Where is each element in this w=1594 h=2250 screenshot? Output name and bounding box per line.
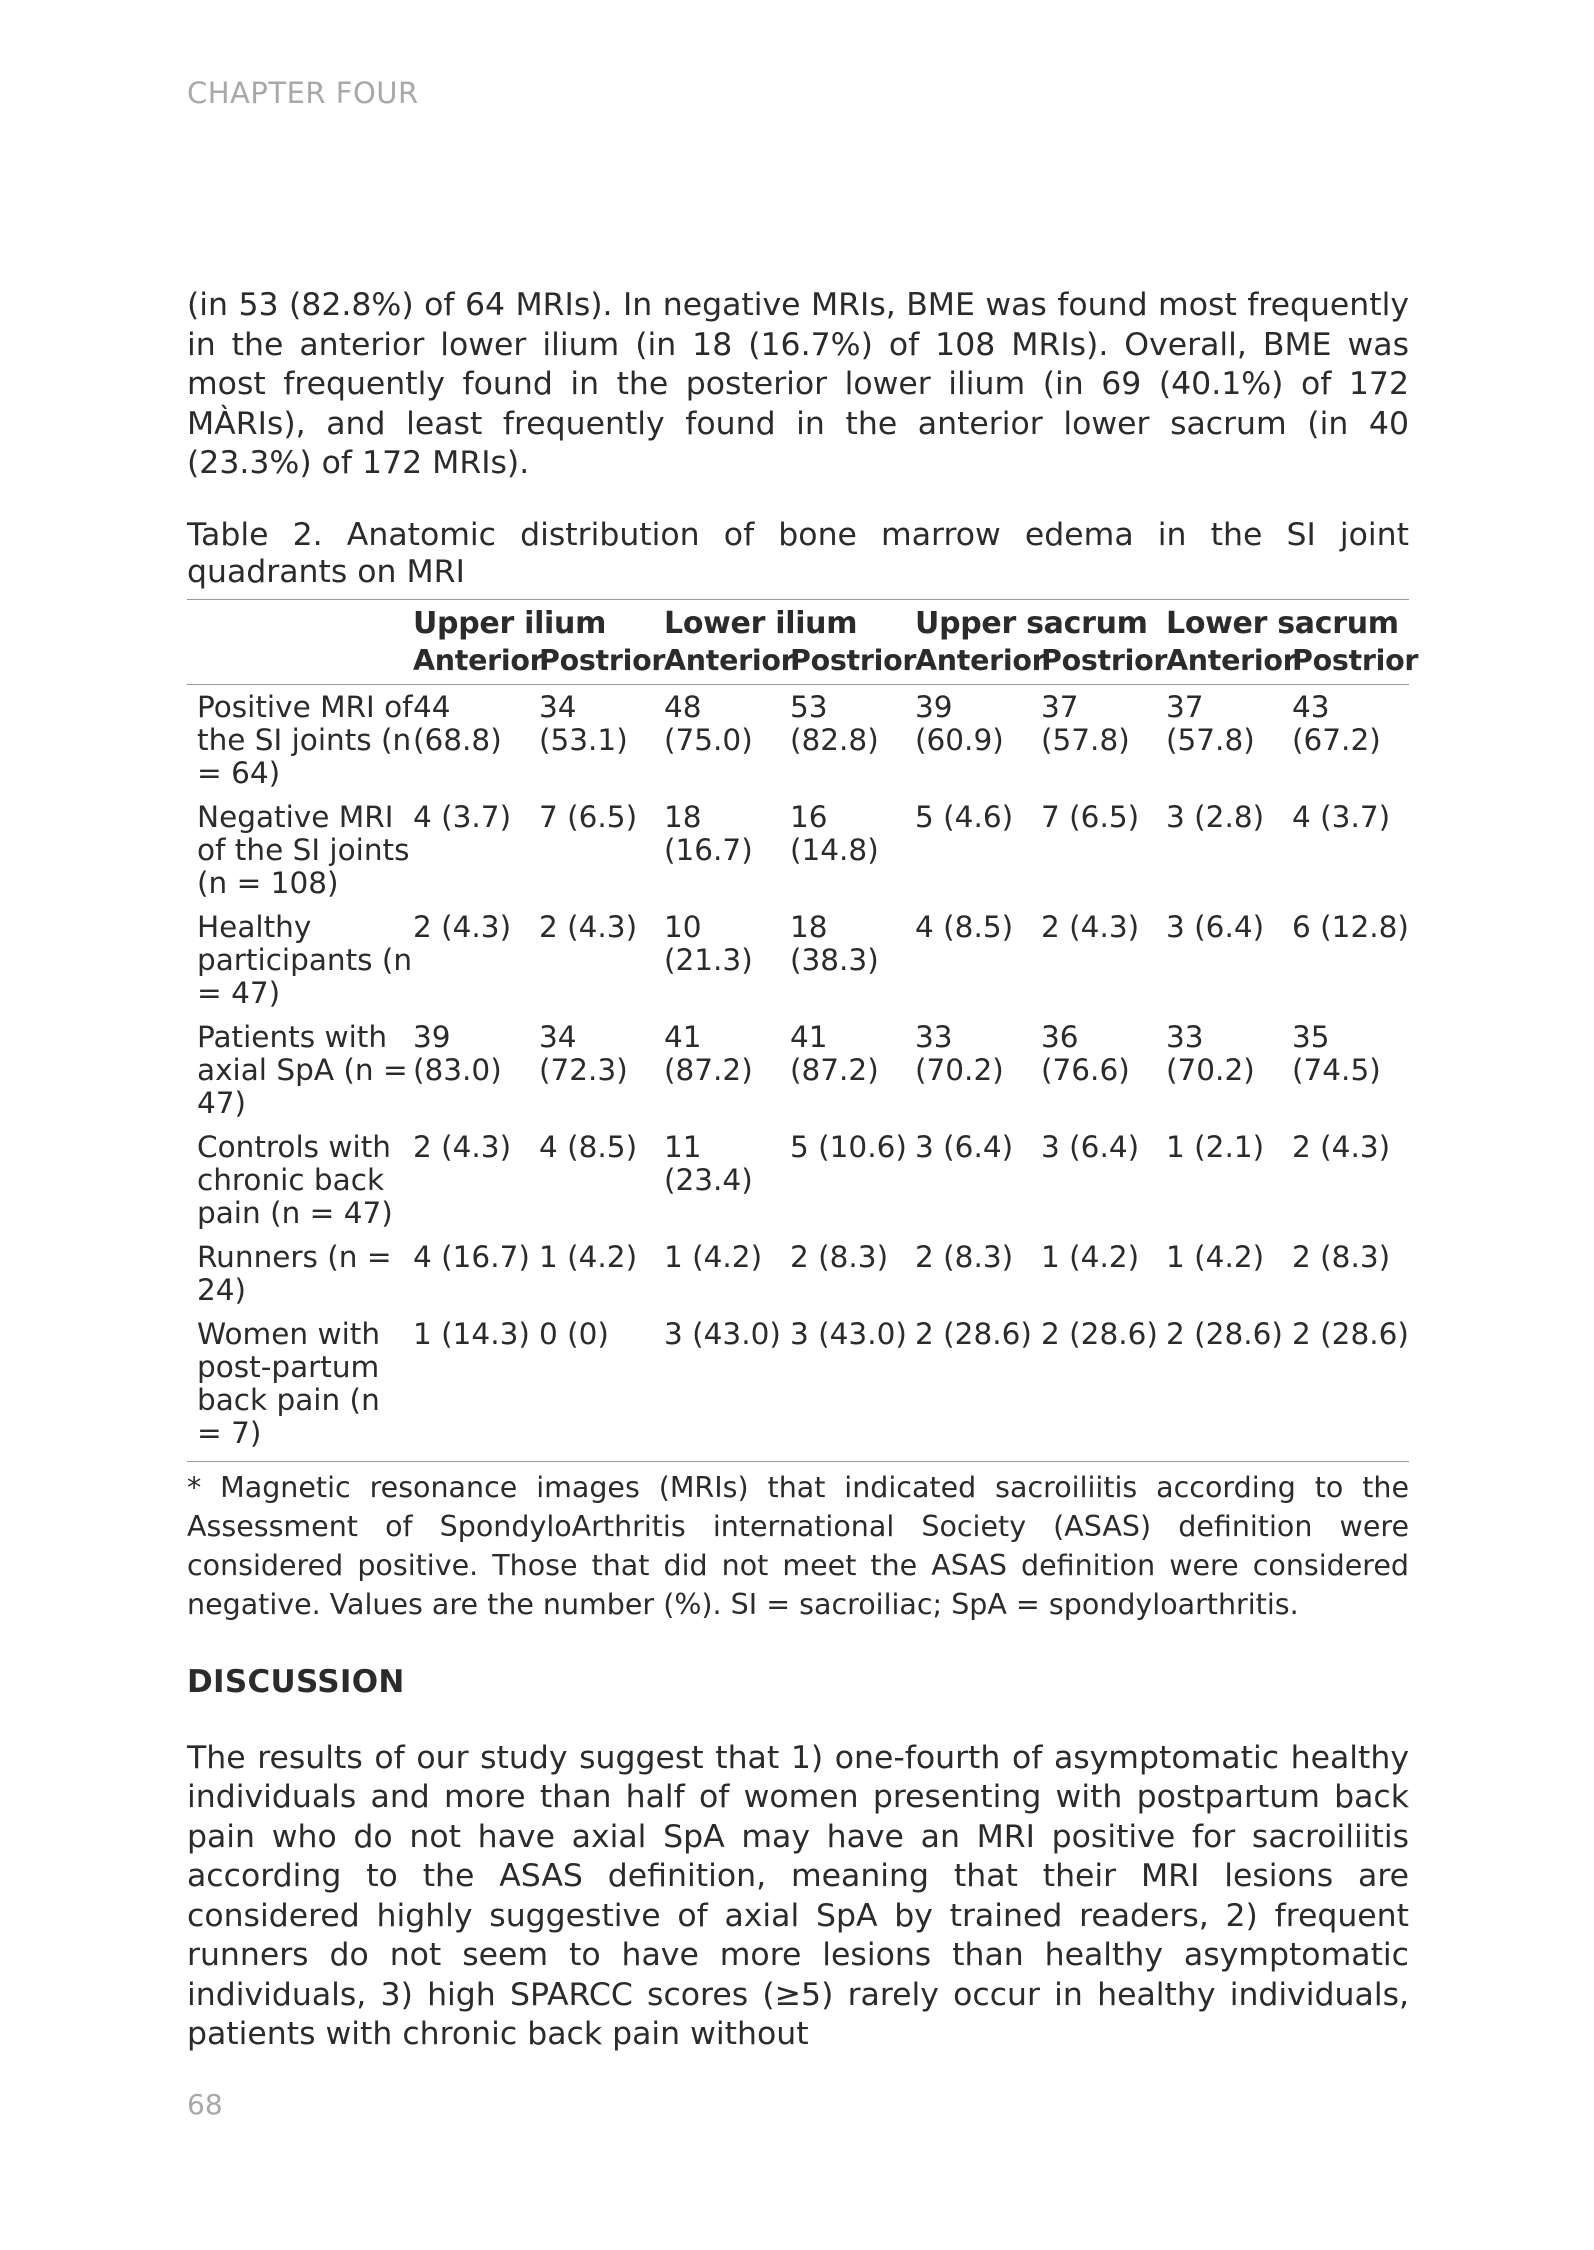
table-cell: 16 (14.8) <box>790 799 879 867</box>
table-cell: 53 (82.8) <box>790 689 879 757</box>
subheader: Postrior <box>790 644 915 685</box>
row-label: Patients with axial SpA (n = 47) <box>197 1019 408 1120</box>
table-cell: 33 (70.2) <box>915 1019 1004 1087</box>
table-cell: 48 (75.0) <box>664 689 753 757</box>
subheader: Postrior <box>1041 644 1166 685</box>
table-cell: 4 (8.5) <box>915 909 1014 944</box>
row-label: Healthy participants (n = 47) <box>197 909 413 1010</box>
table-cell: 41 (87.2) <box>790 1019 879 1087</box>
subheader: Anterior <box>915 644 1041 685</box>
page-number: 68 <box>187 2088 223 2121</box>
table-cell: 4 (8.5) <box>539 1129 638 1164</box>
table-cell: 5 (10.6) <box>790 1129 907 1164</box>
table-cell: 10 (21.3) <box>664 909 753 977</box>
table-cell: 3 (43.0) <box>790 1316 907 1351</box>
table-cell: 1 (4.2) <box>1041 1239 1140 1274</box>
row-label: Runners (n = 24) <box>197 1239 392 1307</box>
table-cell: 2 (28.6) <box>1166 1316 1283 1351</box>
table-row <box>187 911 1409 1021</box>
table-cell: 34 (72.3) <box>539 1019 628 1087</box>
table-subheader-row <box>187 644 1409 685</box>
table-cell: 3 (6.4) <box>915 1129 1014 1164</box>
table-cell: 7 (6.5) <box>1041 799 1140 834</box>
table-cell: 7 (6.5) <box>539 799 638 834</box>
table-cell: 37 (57.8) <box>1166 689 1255 757</box>
table-row <box>187 1318 1409 1462</box>
table-footnote: * Magnetic resonance images (MRIs) that indicated sacroiliitis according to the Assessment of SpondyloArthritis international Society (ASAS) definition were considered positive. Those that did not meet the ASAS definition were considered negative. Values are the number (%). SI = sacroiliac; SpA = spondyloarthritis. <box>187 1470 1409 1621</box>
table-corner-cell <box>187 644 413 685</box>
table-cell: 1 (4.2) <box>1166 1239 1265 1274</box>
subheader: Anterior <box>664 644 790 685</box>
subheader: Anterior <box>1166 644 1292 685</box>
table-cell: 3 (6.4) <box>1166 909 1265 944</box>
table-row <box>187 1241 1409 1318</box>
table-cell: 2 (28.6) <box>915 1316 1032 1351</box>
table-cell: 34 (53.1) <box>539 689 628 757</box>
group-header: Lower sacrum <box>1166 605 1399 641</box>
table-cell: 2 (8.3) <box>915 1239 1014 1274</box>
subheader: Postrior <box>1292 644 1409 685</box>
table-cell: 5 (4.6) <box>915 799 1014 834</box>
table-row <box>187 801 1409 911</box>
discussion-paragraph: The results of our study suggest that 1) one-fourth of asymptomatic healthy individuals and more than half of women presenting with postpartum back pain who do not have axial SpA may have an MRI positive for sacroiliitis according to the ASAS definition, meaning that their MRI lesions are considered highly suggestive of axial SpA by trained readers, 2) frequent runners do not seem to have more lesions than healthy asymptomatic individuals, 3) high SPARCC scores (≥5) rarely occur in healthy individuals, patients with chronic back pain without <box>187 1739 1409 2052</box>
table-cell: 43 (67.2) <box>1292 689 1381 757</box>
page-content <box>187 286 1419 2086</box>
table-cell: 11 (23.4) <box>664 1129 753 1197</box>
table-cell: 0 (0) <box>539 1316 609 1351</box>
row-label: Negative MRI of the SI joints (n = 108) <box>197 799 410 900</box>
table-cell: 2 (28.6) <box>1041 1316 1158 1351</box>
table-cell: 1 (2.1) <box>1166 1129 1265 1164</box>
table-cell: 33 (70.2) <box>1166 1019 1255 1087</box>
table-cell: 18 (38.3) <box>790 909 879 977</box>
table-cell: 2 (4.3) <box>1041 909 1140 944</box>
table-cell: 4 (16.7) <box>413 1239 530 1274</box>
table-cell: 2 (8.3) <box>790 1239 889 1274</box>
group-header: Lower ilium <box>664 605 858 641</box>
table-cell: 2 (28.6) <box>1292 1316 1409 1351</box>
table-cell: 4 (3.7) <box>1292 799 1391 834</box>
subheader: Postrior <box>539 644 664 685</box>
running-head: CHAPTER FOUR <box>187 76 419 110</box>
table-cell: 4 (3.7) <box>413 799 512 834</box>
table-caption: Table 2. Anatomic distribution of bone marrow edema in the SI joint quadrants on MRI <box>187 516 1409 590</box>
section-heading: DISCUSSION <box>187 1663 405 1700</box>
table-cell: 2 (8.3) <box>1292 1239 1391 1274</box>
bme-distribution-table <box>187 599 1419 1462</box>
group-header: Upper ilium <box>413 605 607 641</box>
table-row <box>187 1131 1409 1241</box>
row-label: Controls with chronic back pain (n = 47) <box>197 1129 393 1230</box>
table-cell: 39 (60.9) <box>915 689 1004 757</box>
table-cell: 37 (57.8) <box>1041 689 1130 757</box>
table-cell: 44 (68.8) <box>413 689 502 757</box>
table-cell: 3 (43.0) <box>664 1316 781 1351</box>
group-header: Upper sacrum <box>915 605 1148 641</box>
table-cell: 6 (12.8) <box>1292 909 1409 944</box>
table-group-header-row <box>187 599 1409 644</box>
table-cell: 1 (4.2) <box>539 1239 638 1274</box>
table-cell: 3 (6.4) <box>1041 1129 1140 1164</box>
table-cell: 3 (2.8) <box>1166 799 1265 834</box>
table-cell: 2 (4.3) <box>413 909 512 944</box>
table-cell: 36 (76.6) <box>1041 1019 1130 1087</box>
row-label: Positive MRI of the SI joints (n = 64) <box>197 689 413 790</box>
table-cell: 2 (4.3) <box>413 1129 512 1164</box>
table-cell: 1 (4.2) <box>664 1239 763 1274</box>
table-corner-cell <box>187 599 413 644</box>
intro-paragraph: (in 53 (82.8%) of 64 MRIs). In negative MRIs, BME was found most frequently in the anterior lower ilium (in 18 (16.7%) of 108 MRIs). Overall, BME was most frequently found in the posterior lower ilium (in 69 (40.1%) of 172 MÀRIs), and least frequently found in the anterior lower sacrum (in 40 (23.3%) of 172 MRIs). <box>187 287 1409 481</box>
table-cell: 35 (74.5) <box>1292 1019 1381 1087</box>
table-cell: 2 (4.3) <box>1292 1129 1391 1164</box>
table-cell: 41 (87.2) <box>664 1019 753 1087</box>
row-label: Women with post-partum back pain (n = 7) <box>197 1316 381 1450</box>
table-cell: 1 (14.3) <box>413 1316 530 1351</box>
subheader: Anterior <box>413 644 539 685</box>
table-cell: 2 (4.3) <box>539 909 638 944</box>
table-cell: 39 (83.0) <box>413 1019 502 1087</box>
table-row <box>187 684 1409 801</box>
table-cell: 18 (16.7) <box>664 799 753 867</box>
table-row <box>187 1021 1409 1131</box>
